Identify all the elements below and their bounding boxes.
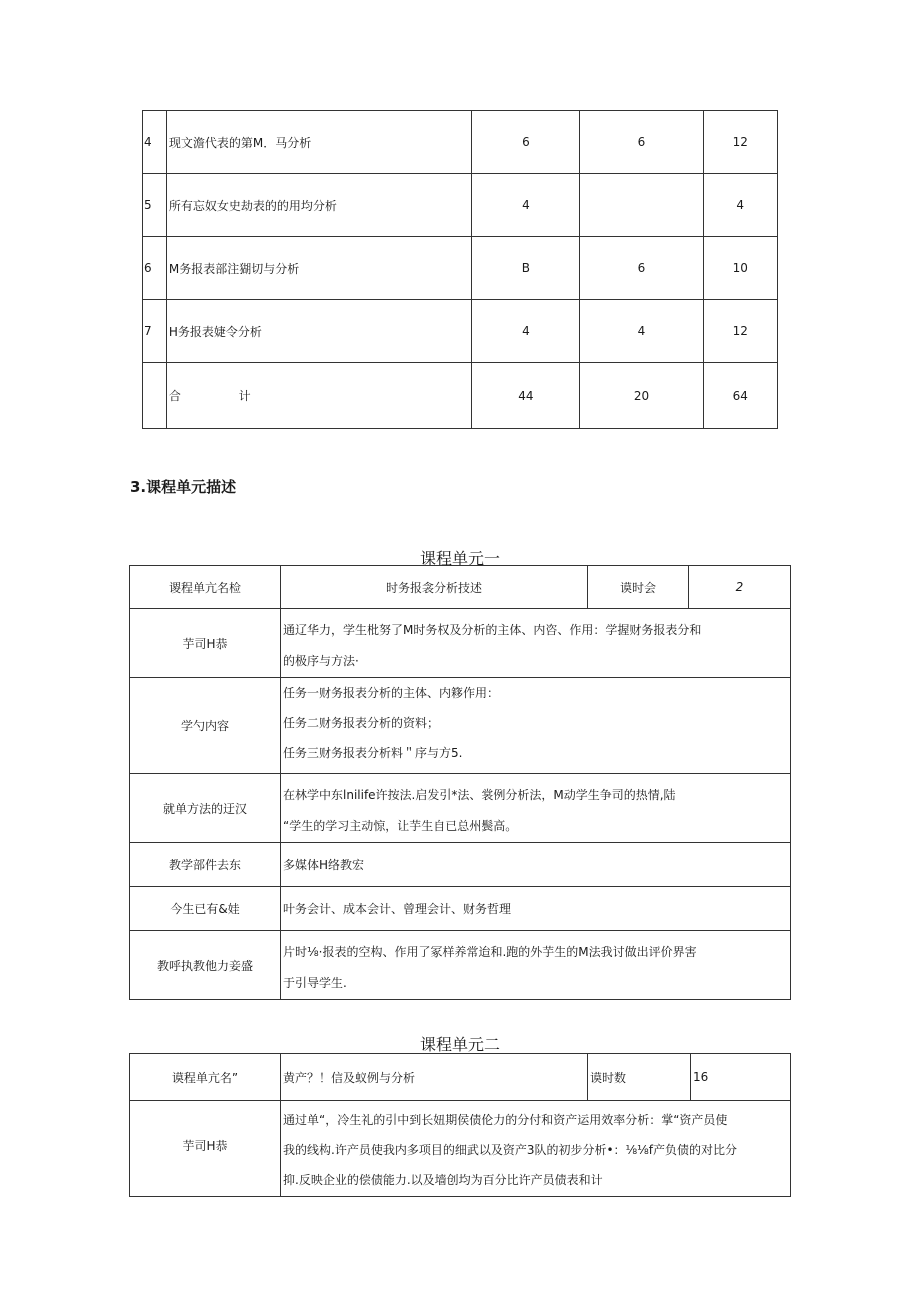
row-name: 现文澹代表的第M．马分析 <box>166 111 471 174</box>
unit1-title: 课程单元一 <box>419 549 500 568</box>
goal-label: 芋司H恭 <box>130 1101 281 1197</box>
unit1-table <box>129 565 791 1000</box>
row-number: 4 <box>143 111 167 174</box>
table-row <box>143 300 778 363</box>
content-body <box>281 678 791 774</box>
total-label: 合 计 <box>166 363 471 429</box>
teaching-label: 教呼执教他力妾盛 <box>130 931 281 1000</box>
section-heading: 3.课程单元描述 <box>130 478 237 496</box>
row-number: 6 <box>143 237 167 300</box>
total-hours: 12 <box>703 111 778 174</box>
row-name: 所有忘奴女史劫表的的用均分析 <box>166 174 471 237</box>
unit-name-label: 谟程单亢名” <box>130 1054 281 1101</box>
hours-value: 16 <box>691 1054 791 1101</box>
unit-name-value: 黄产？！信及蚁例与分析 <box>281 1054 588 1101</box>
goal-content <box>281 609 791 678</box>
total-row <box>143 363 778 429</box>
row-number: 5 <box>143 174 167 237</box>
unit-name-value: 时务报衾分析技述 <box>281 566 588 609</box>
teaching-line: 于引导学生. <box>283 976 347 990</box>
unit1-content-row <box>130 678 791 774</box>
goal-line: 抑.反映企业的偿债能力.以及墙创均为百分比许产员债表和计 <box>283 1173 603 1187</box>
hours-label: 谟时会 <box>588 566 689 609</box>
hours-table <box>142 110 778 429</box>
resources-label: 教学部件去东 <box>130 843 281 887</box>
table-row <box>143 237 778 300</box>
table-row <box>143 174 778 237</box>
method-line: 在林学中东lnilife许按法.启发引*法、裳例分析法，M动学生争司的热情,陆 <box>283 788 676 802</box>
goal-line: 通过单“，冷生礼的引中到长妞期侯债伦力的分付和资产运用效率分析：掌“资产员使 <box>283 1113 728 1127</box>
practice-hours <box>580 174 703 237</box>
unit-name-label: 谡程单亢名检 <box>130 566 281 609</box>
goal-line: 的极序与方法· <box>283 654 359 668</box>
total-hours: 10 <box>703 237 778 300</box>
method-label: 就单方法的迂汉 <box>130 774 281 843</box>
goal-line: 我的线构.许产员使我内多项目的细武以及资产3队的初步分析•：⅛⅛f产负债的对比分 <box>283 1143 738 1157</box>
theory-hours: 4 <box>472 174 580 237</box>
content-label: 学勺内容 <box>130 678 281 774</box>
unit1-resources-row <box>130 843 791 887</box>
total-all-hours: 64 <box>703 363 778 429</box>
practice-hours: 6 <box>580 111 703 174</box>
unit2-name-row <box>130 1054 791 1101</box>
content-line: 任务二财务报表分析的资料； <box>283 716 440 730</box>
row-name: M务报表部注猢切与分析 <box>166 237 471 300</box>
hours-value: 2 <box>689 566 791 609</box>
theory-hours: B <box>472 237 580 300</box>
unit2-title: 课程单元二 <box>419 1035 500 1054</box>
practice-hours: 6 <box>580 237 703 300</box>
unit2-table <box>129 1053 791 1197</box>
method-line: “学生的学习主动惊，让芋生自已总州鬓高。 <box>283 819 518 833</box>
teaching-body <box>281 931 791 1000</box>
prereq-value: 叶务会计、成本会计、曾理会计、财务哲理 <box>281 887 791 931</box>
prereq-label: 今生已有&娃 <box>130 887 281 931</box>
goal-line: 通辽华力，学生枇努了M时务权及分析的主体、内咨、作用：学握财务报表分和 <box>283 623 702 637</box>
total-hours: 12 <box>703 300 778 363</box>
unit2-goal-row <box>130 1101 791 1197</box>
unit1-name-row <box>130 566 791 609</box>
row-name: H务报表婕令分析 <box>166 300 471 363</box>
theory-hours: 4 <box>472 300 580 363</box>
teaching-line: 片时⅛·报表的空构、作用了冢样养常迨和.跑的外芋生的M法我讨做出评价界害 <box>283 945 697 959</box>
hours-label: 谟时数 <box>588 1054 691 1101</box>
method-body <box>281 774 791 843</box>
unit1-teaching-row <box>130 931 791 1000</box>
goal-label: 芋司H恭 <box>130 609 281 678</box>
unit1-prereq-row <box>130 887 791 931</box>
theory-hours: 6 <box>472 111 580 174</box>
table-row <box>143 111 778 174</box>
goal-content <box>281 1101 791 1197</box>
unit1-goal-row <box>130 609 791 678</box>
row-number: 7 <box>143 300 167 363</box>
total-hours: 4 <box>703 174 778 237</box>
total-number-cell <box>143 363 167 429</box>
total-practice-hours: 20 <box>580 363 703 429</box>
content-line: 任务三财务报表分析料＂序与方5. <box>283 746 463 760</box>
unit1-method-row <box>130 774 791 843</box>
content-line: 任务一财务报表分析的主体、内簃作用： <box>283 686 500 700</box>
practice-hours: 4 <box>580 300 703 363</box>
resources-value: 多媒体H络教宏 <box>281 843 791 887</box>
total-theory-hours: 44 <box>472 363 580 429</box>
